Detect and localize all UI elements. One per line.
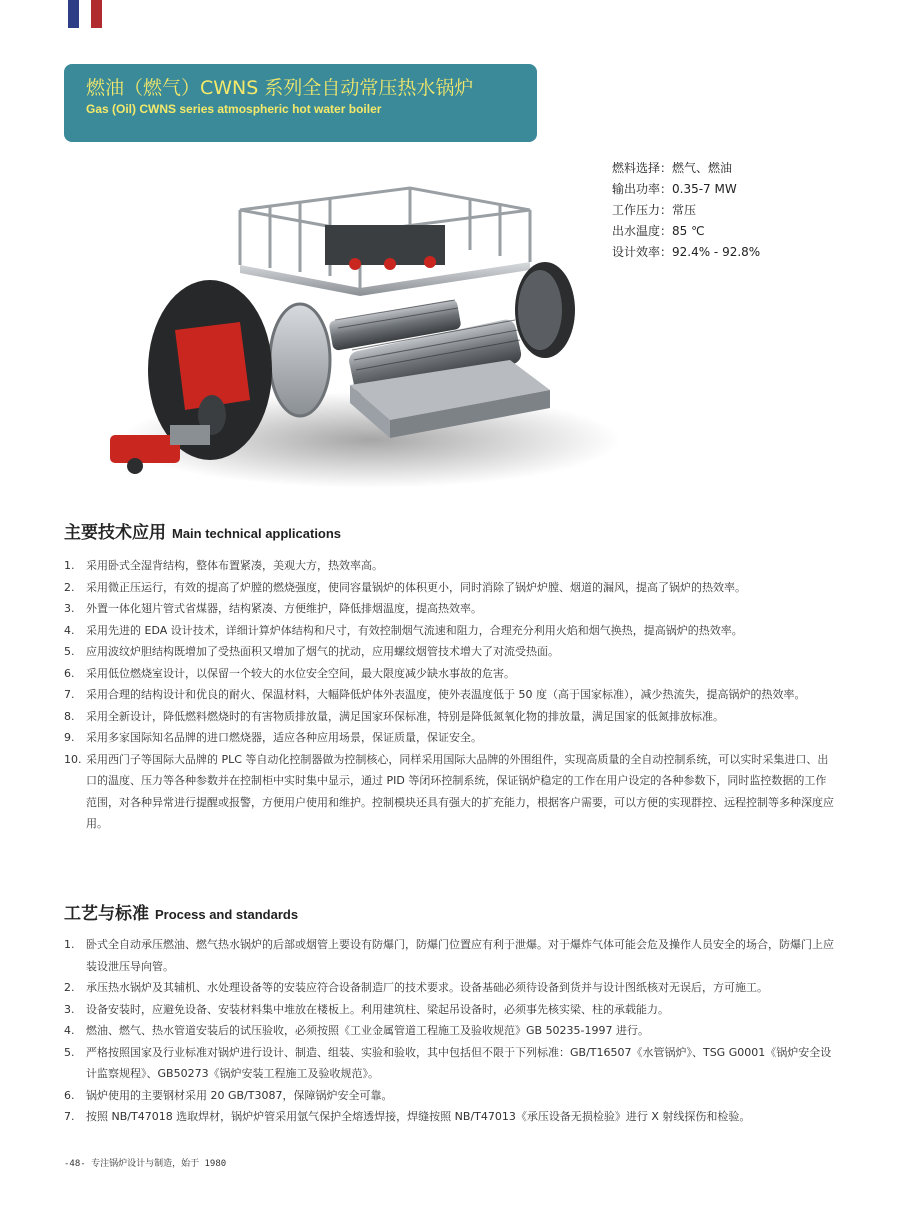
list-item: 10. 采用西门子等国际大品牌的 PLC 等自动化控制器做为控制核心，同样采用国际大品牌的外围组件，实现高质量的全自动控制系统，可以实时采集进口、出口的温度、压力等各种参数并在控制柜中实时集中显示，通过 PID 等闭环控制系统，保证锅炉稳定的工作在用户设定的各种参数下，同时监控数据的工作范围，对各种异常进行提醒或报警，方便用户使用和维护。控制模块还具有强大的扩充能力，根据客户需要，可以方便的实现群控、远程控制等多种深度应用。 [64,752,834,830]
list-item: 1. 采用卧式全湿背结构，整体布置紧凑，美观大方，热效率高。 [64,559,383,572]
list-item: 2. 采用微正压运行，有效的提高了炉膛的燃烧强度，使同容量锅炉的体积更小，同时消除了锅炉炉膛、烟道的漏风，提高了锅炉的热效率。 [64,580,746,594]
list-item: 5. 严格按照国家及行业标准对锅炉进行设计、制造、组装、实验和验收，其中包括但不限于下列标准：GB/T16507《水管锅炉》、TSG G0001《锅炉安全设计监察规程》、GB50273《锅炉安装工程施工及验收规范》。 [64,1045,832,1080]
list-item: 5. 应用波纹炉胆结构既增加了受热面积又增加了烟气的扰动，应用螺纹烟管技术增大了对流受热面。 [64,645,559,658]
page-title: 燃油（燃气）CWNS 系列全自动常压热水锅炉 [86,77,474,99]
section-title-cn: 主要技术应用 [64,523,166,543]
section-title-cn: 工艺与标准 [64,904,149,924]
spec-list [612,158,760,263]
process-standards-list [64,934,834,1128]
section-heading-process [64,899,298,924]
list-item: 3. 设备安装时，应避免设备、安装材料集中堆放在楼板上。利用建筑柱、梁起吊设备时，必须事先核实梁、柱的承载能力。 [64,1002,669,1016]
technical-applications-list [64,555,834,835]
list-item: 3. 外置一体化翅片管式省煤器，结构紧凑、方便维护，降低排烟温度，提高热效率。 [64,602,482,615]
section-title-en: Main technical applications [172,526,342,541]
list-item: 6. 锅炉使用的主要钢材采用 20 GB/T3087，保障锅炉安全可靠。 [64,1088,393,1102]
list-item: 6. 采用低位燃烧室设计，以保留一个较大的水位安全空间，最大限度减少缺水事故的危害。 [64,666,515,680]
flag-decoration [68,0,102,28]
spec-efficiency: 设计效率：92.4% - 92.8% [612,245,761,259]
page-subtitle: Gas (Oil) CWNS series atmospheric hot water boiler [86,102,382,116]
spec-fuel: 燃料选择：燃气、燃油 [612,161,733,175]
list-item: 9. 采用多家国际知名品牌的进口燃烧器，适应各种应用场景，保证质量，保证安全。 [64,731,482,744]
list-item: 4. 采用先进的 EDA 设计技术，详细计算炉体结构和尺寸，有效控制烟气流速和阻力，合理充分利用火焰和烟气换热，提高锅炉的热效率。 [64,623,743,637]
list-item: 2. 承压热水锅炉及其辅机、水处理设备等的安装应符合设备制造厂的技术要求。设备基础必须待设备到货并与设计图纸核对无误后，方可施工。 [64,981,768,994]
section-title-en: Process and standards [155,907,299,922]
boiler-exploded-illustration [90,170,630,500]
page-footer: -48- 专注锅炉设计与制造，始于 1980 [64,1159,227,1169]
list-item: 4. 燃油、燃气、热水管道安装后的试压验收，必须按照《工业金属管道工程施工及验收规范》GB 50235-1997 进行。 [64,1024,650,1037]
list-item: 8. 采用全新设计，降低燃料燃烧时的有害物质排放量，满足国家环保标准，特别是降低氮氧化物的排放量，满足国家的低氮排放标准。 [64,709,724,723]
spec-pressure: 工作压力：常压 [612,203,697,217]
list-item: 1. 卧式全自动承压燃油、燃气热水锅炉的后部或烟管上要设有防爆门，防爆门位置应有利于泄爆。对于爆炸气体可能会危及操作人员安全的场合，防爆门上应装设泄压导向管。 [64,938,834,973]
list-item: 7. 按照 NB/T47018 选取焊材，锅炉炉管采用氩气保护全熔透焊接，焊缝按照 NB/T47013《承压设备无损检验》进行 X 射线探伤和检验。 [64,1110,751,1123]
title-banner [64,64,537,142]
spec-power: 输出功率：0.35-7 MW [612,182,737,196]
section-heading-technical [64,518,341,543]
spec-temperature: 出水温度：85 ℃ [612,224,705,238]
list-item: 7. 采用合理的结构设计和优良的耐火、保温材料，大幅降低炉体外表温度，使外表温度低于 50 度（高于国家标准），减少热流失，提高锅炉的热效率。 [64,688,806,701]
